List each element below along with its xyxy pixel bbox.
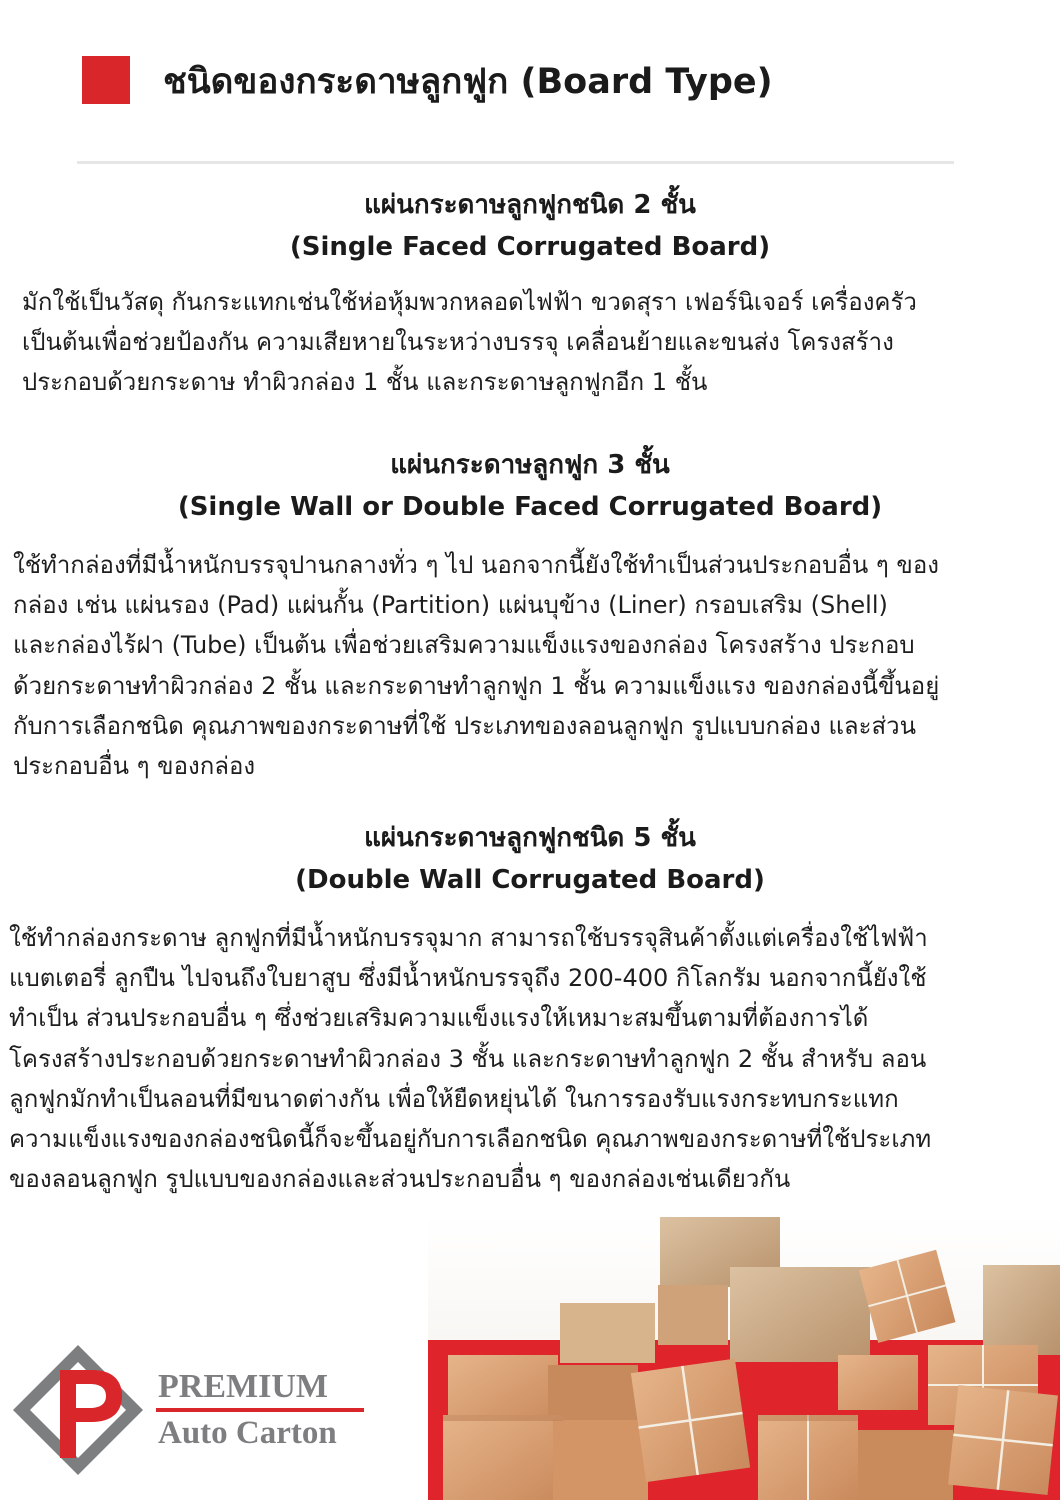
section-3-layer-board	[0, 444, 1060, 786]
section-body	[0, 282, 1060, 403]
section-heading-thai: แผ่นกระดาษลูกฟูกชนิด 2 ชั้น	[364, 190, 696, 220]
header-divider	[77, 161, 954, 164]
body-line: ด้วยกระดาษทำผิวกล่อง 2 ชั้น และกระดาษทำลูกฟูก 1 ชั้น ความแข็งแรง ของกล่องนี้ขึ้นอยู่	[13, 671, 940, 700]
body-line: ใช้ทำกล่องกระดาษ ลูกฟูกที่มีน้ำหนักบรรจุมาก สามารถใช้บรรจุสินค้าตั้งแต่เครื่องใช้ไฟฟ้า	[9, 924, 928, 952]
body-line: เป็นต้นเพื่อช่วยป้องกัน ความเสียหายในระหว่างบรรจุ เคลื่อนย้ายและขนส่ง โครงสร้าง	[22, 328, 894, 357]
body-line: ความแข็งแรงของกล่องชนิดนี้ก็จะขึ้นอยู่กับการเลือกชนิด คุณภาพของกระดาษที่ใช้ประเภท	[9, 1125, 932, 1154]
logo-line-2: Auto Carton	[158, 1415, 337, 1451]
body-line: และกล่องไร้ฝา (Tube) เป็นต้น เพื่อช่วยเสริมความแข็งแรงของกล่อง โครงสร้าง ประกอบ	[13, 631, 915, 660]
section-heading-english: (Single Wall or Double Faced Corrugated Board)	[177, 492, 883, 522]
body-line: ของลอนลูกฟูก รูปแบบของกล่องและส่วนประกอบอื่น ๆ ของกล่องเช่นเดียวกัน	[9, 1165, 791, 1194]
section-heading-thai: แผ่นกระดาษลูกฟูก 3 ชั้น	[390, 450, 670, 480]
section-heading-english: (Double Wall Corrugated Board)	[295, 865, 765, 895]
section-body	[0, 545, 1060, 786]
body-line: กับการเลือกชนิด คุณภาพของกระดาษที่ใช้ ประเภทของลอนลูกฟูก รูปแบบกล่อง และส่วน	[13, 711, 917, 740]
body-line: ประกอบด้วยกระดาษ ทำผิวกล่อง 1 ชั้น และกระดาษลูกฟูกอีก 1 ชั้น	[22, 368, 708, 397]
body-line: มักใช้เป็นวัสดุ กันกระแทกเช่นใช้ห่อหุ้มพวกหลอดไฟฟ้า ขวดสุรา เฟอร์นิเจอร์ เครื่องครัว	[22, 288, 917, 316]
section-body	[0, 918, 1060, 1199]
body-line: ใช้ทำกล่องที่มีน้ำหนักบรรจุปานกลางทั่ว ๆ ไป นอกจากนี้ยังใช้ทำเป็นส่วนประกอบอื่น ๆ ของ	[13, 551, 939, 579]
section-heading-english: (Single Faced Corrugated Board)	[289, 232, 771, 262]
body-line: กล่อง เช่น แผ่นรอง (Pad) แผ่นกั้น (Partition) แผ่นบุข้าง (Liner) กรอบเสริม (Shell)	[13, 591, 888, 620]
premium-p-diamond-icon	[13, 1345, 143, 1475]
body-line: ประกอบอื่น ๆ ของกล่อง	[13, 752, 256, 781]
body-line: โครงสร้างประกอบด้วยกระดาษทำผิวกล่อง 3 ชั้น และกระดาษทำลูกฟูก 2 ชั้น สำหรับ ลอน	[9, 1044, 927, 1073]
page-title: ชนิดของกระดาษลูกฟูก (Board Type)	[163, 62, 773, 102]
body-line: แบตเตอรี่ ลูกปืน ไปจนถึงใบยาสูบ ซึ่งมีน้ำหนักบรรจุถึง 200-400 กิโลกรัม นอกจากนี้ยังใช้	[9, 964, 927, 993]
section-2-layer-board	[0, 184, 1060, 403]
premium-auto-carton-logo	[8, 1340, 368, 1480]
header-accent-square	[82, 56, 130, 104]
logo-line-1: PREMIUM	[158, 1368, 328, 1405]
section-5-layer-board	[0, 817, 1060, 1199]
cardboard-boxes-photo	[428, 1215, 1060, 1500]
body-line: ทำเป็น ส่วนประกอบอื่น ๆ ซึ่งช่วยเสริมความแข็งแรงให้เหมาะสมขึ้นตามที่ต้องการได้	[9, 1004, 869, 1033]
body-line: ลูกฟูกมักทำเป็นลอนที่มีขนาดต่างกัน เพื่อให้ยืดหยุ่นได้ ในการรองรับแรงกระทบกระแทก	[9, 1084, 899, 1113]
section-heading-thai: แผ่นกระดาษลูกฟูกชนิด 5 ชั้น	[364, 823, 696, 853]
